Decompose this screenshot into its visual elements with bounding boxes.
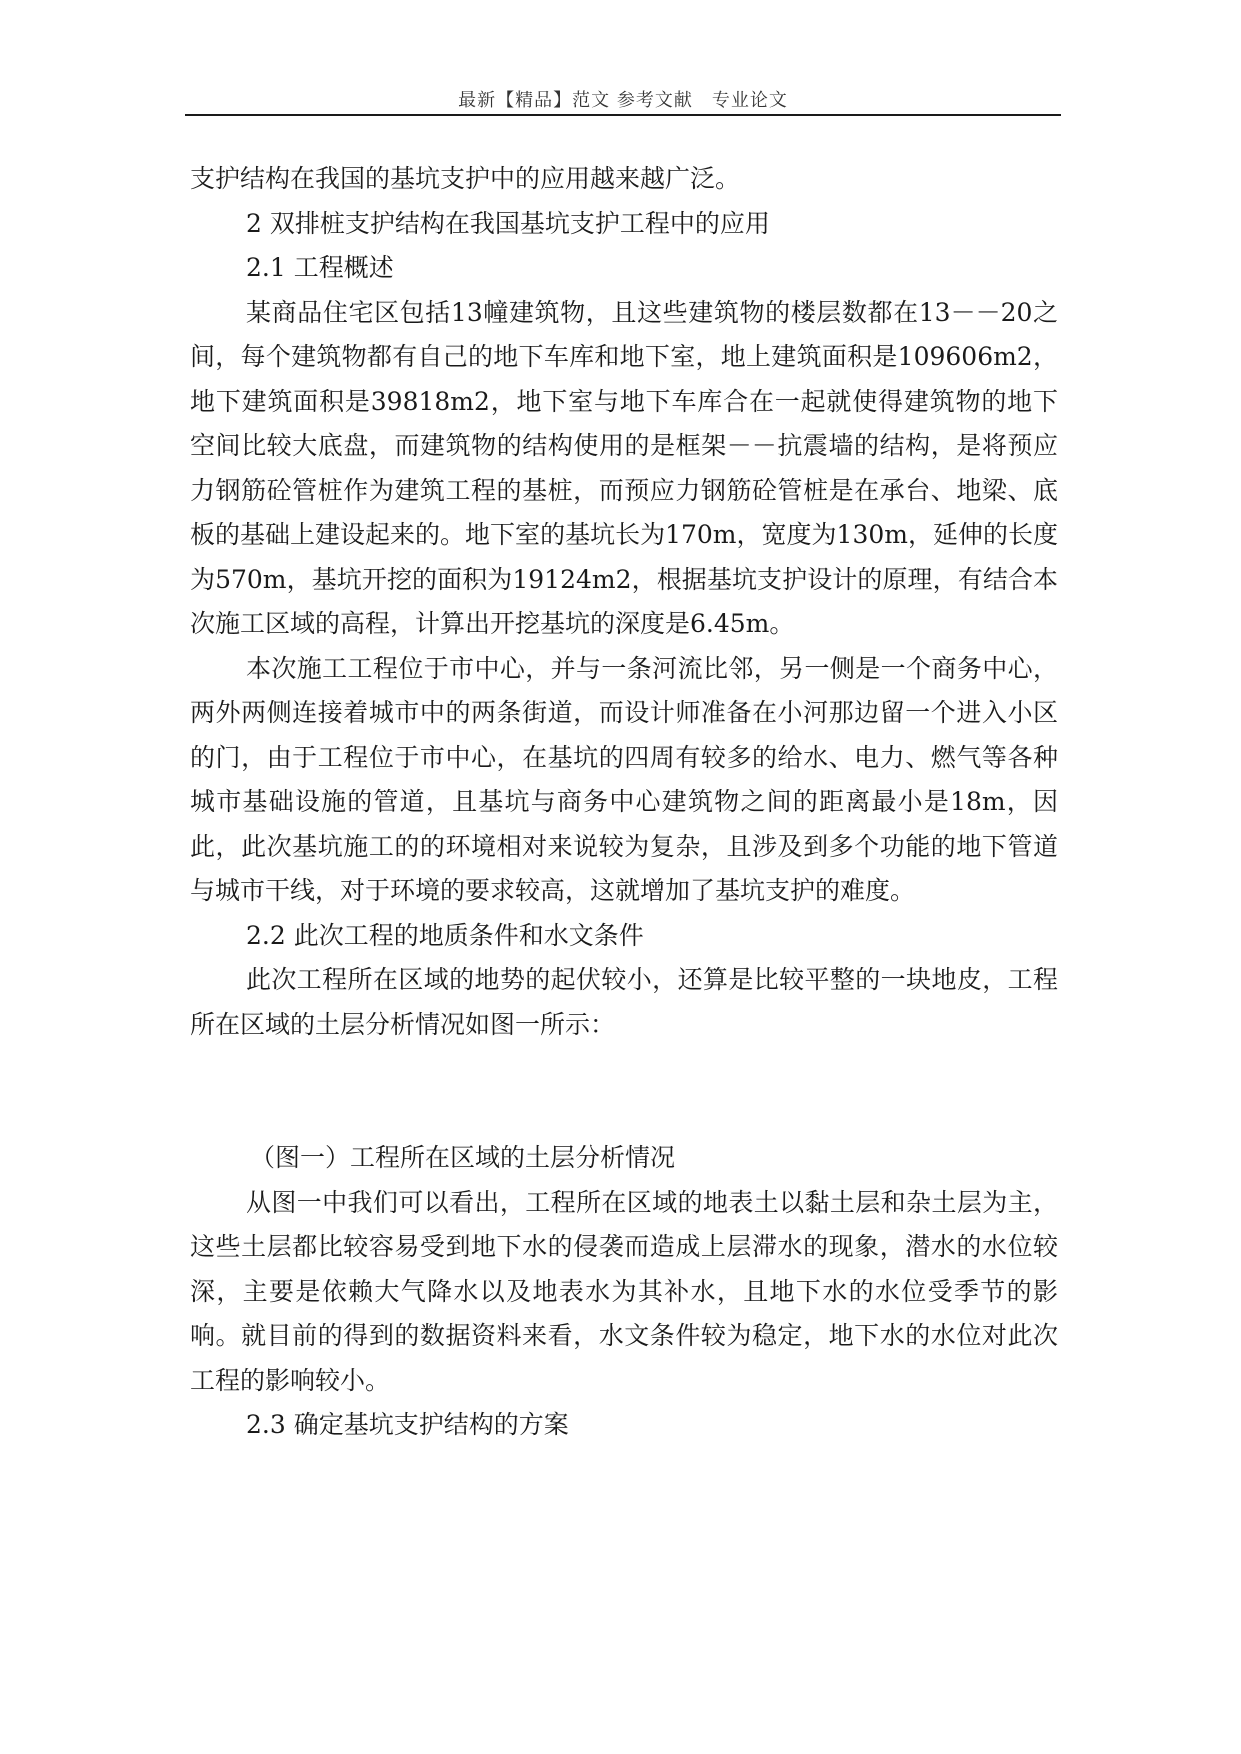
paragraph-terrain: 此次工程所在区域的地势的起伏较小，还算是比较平整的一块地皮，工程所在区域的土层分析情况如图一所示： [190,965,1058,1039]
page-header: 最新【精品】范文 参考文献 专业论文 [458,90,788,111]
paragraph-soil-analysis: 从图一中我们可以看出，工程所在区域的地表土以黏土层和杂土层为主，这些土层都比较容易受到地下水的侵袭而造成上层滞水的现象，潜水的水位较深，主要是依赖大气降水以及地表水为其补水，且地下水的水位受季节的影响。就目前的得到的数据资料来看，水文条件较为稳定，地下水的水位对此次工程的影响较小。 [190,1187,1058,1395]
paragraph-intro-continued: 支护结构在我国的基坑支护中的应用越来越广泛。 [190,164,741,193]
figure-caption: （图一）工程所在区域的土层分析情况 [250,1143,676,1172]
section-heading-2-1: 2.1 工程概述 [246,253,394,282]
paragraph-project-overview: 某商品住宅区包括13幢建筑物，且这些建筑物的楼层数都在13－－20之间，每个建筑物都有自己的地下车库和地下室，地上建筑面积是109606m2，地下建筑面积是39818m2，地下室与地下车库合在一起就使得建筑物的地下空间比较大底盘，而建筑物的结构使用的是框架－－抗震墙的结构，是将预应力钢筋砼管桩作为建筑工程的基桩，而预应力钢筋砼管桩是在承台、地梁、底板的基础上建设起来的。地下室的基坑长为170m，宽度为130m，延伸的长度为570m，基坑开挖的面积为19124m2，根据基坑支护设计的原理，有结合本次施工区域的高程，计算出开挖基坑的深度是6.45m。 [190,297,1058,638]
section-heading-2: 2 双排桩支护结构在我国基坑支护工程中的应用 [246,208,770,238]
figure-placeholder [190,1047,1058,1136]
paragraph-site-environment: 本次施工工程位于市中心，并与一条河流比邻，另一侧是一个商务中心，两外两侧连接着城市中的两条街道，而设计师准备在小河那边留一个进入小区的门，由于工程位于市中心，在基坑的四周有较多的给水、电力、燃气等各种城市基础设施的管道，且基坑与商务中心建筑物之间的距离最小是18m，因此，此次基坑施工的的环境相对来说较为复杂，且涉及到多个功能的地下管道与城市干线，对于环境的要求较高，这就增加了基坑支护的难度。 [190,653,1058,905]
header-divider [185,114,1061,116]
section-heading-2-3: 2.3 确定基坑支护结构的方案 [246,1410,569,1439]
section-heading-2-2: 2.2 此次工程的地质条件和水文条件 [246,920,644,950]
document-body [190,157,1058,1448]
